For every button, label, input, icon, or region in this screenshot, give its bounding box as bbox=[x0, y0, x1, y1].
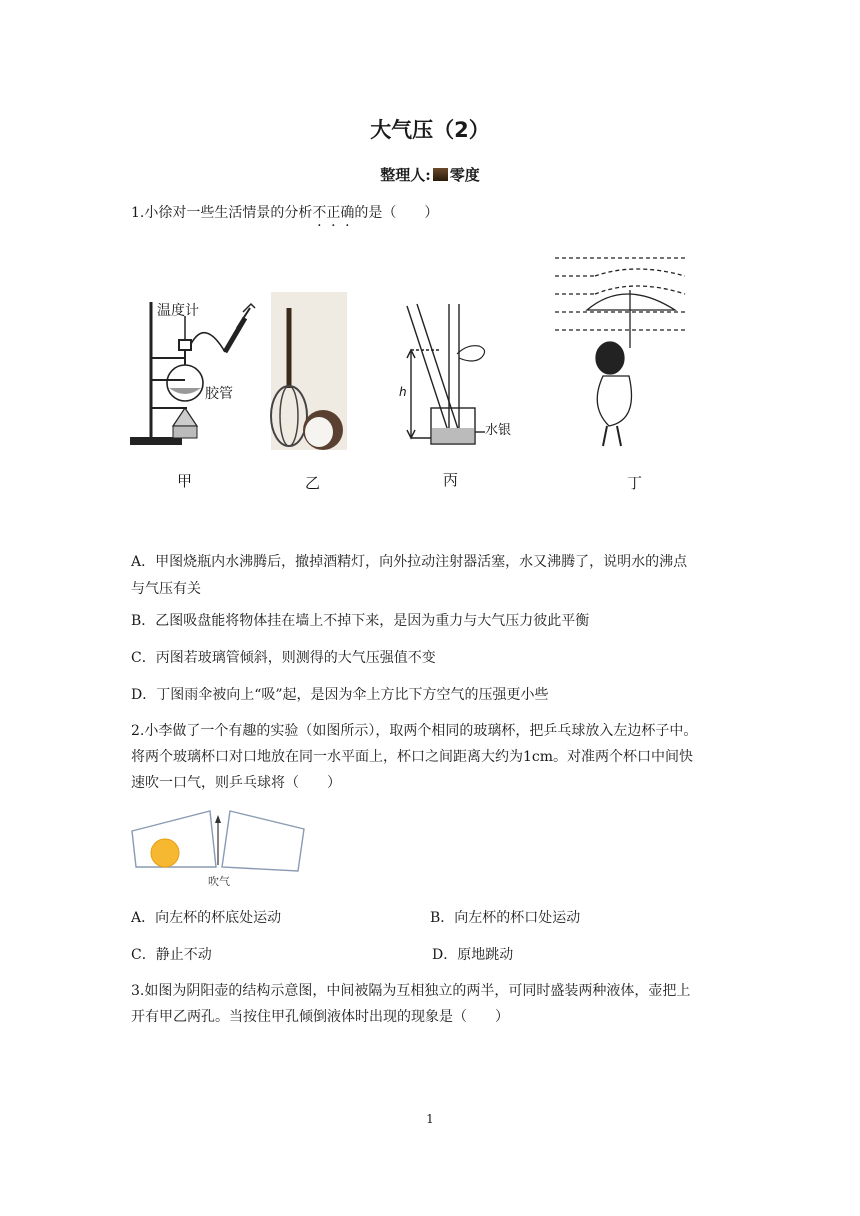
q3-stem-line1: 3.如图为阴阳壶的结构示意图，中间被隔为互相独立的两半，可同时盛装两种液体，壶把上 bbox=[131, 983, 691, 999]
figure-jia bbox=[131, 302, 255, 444]
q2-stem-line1: 2.小李做了一个有趣的实验（如图所示），取两个相同的玻璃杯，把乒乓球放入左边杯子中。 bbox=[131, 723, 698, 739]
q1-emphasis-char: 确 bbox=[340, 205, 355, 221]
figure-ding bbox=[555, 258, 685, 446]
q1-option-d: D．丁图雨伞被向上“吸”起，是因为伞上方比下方空气的压强更小些 bbox=[131, 687, 549, 703]
q1-option-c: C．丙图若玻璃管倾斜，则测得的大气压强值不变 bbox=[131, 650, 436, 666]
jia-label-tube: 胶管 bbox=[205, 386, 233, 402]
right-glass bbox=[222, 811, 304, 871]
q1-option-a-line2: 与气压有关 bbox=[131, 581, 201, 597]
q1-option-b: B．乙图吸盘能将物体挂在墙上不掉下来，是因为重力与大气压力彼此平衡 bbox=[131, 613, 590, 629]
q2-option-c: C．静止不动 bbox=[131, 947, 212, 963]
author-name: 零度 bbox=[449, 166, 480, 184]
author-avatar-icon bbox=[433, 168, 448, 181]
caption-bing: 丙 bbox=[443, 471, 459, 489]
caption-jia: 甲 bbox=[177, 472, 193, 490]
q1-emphasis-char: 不 bbox=[312, 205, 327, 221]
q1-stem-end: 的是（ ） bbox=[354, 205, 439, 221]
figure-yi bbox=[271, 292, 347, 450]
ping-pong-ball bbox=[151, 839, 179, 867]
q1-figure bbox=[125, 248, 715, 498]
figure-bing bbox=[407, 304, 485, 444]
author-prefix: 整理人: bbox=[380, 166, 431, 184]
q2-option-d: D．原地跳动 bbox=[432, 947, 514, 963]
q2-option-b: B．向左杯的杯口处运动 bbox=[430, 910, 581, 926]
caption-yi: 乙 bbox=[305, 474, 321, 492]
q2-figure bbox=[126, 805, 316, 895]
q1-option-a-line1: A．甲图烧瓶内水沸腾后，撤掉酒精灯，向外拉动注射器活塞，水又沸腾了，说明水的沸点 bbox=[131, 554, 688, 570]
q1-stem-start: 1.小徐对一些生活情景的分析 bbox=[131, 205, 313, 221]
page-number: 1 bbox=[426, 1112, 434, 1126]
q2-stem-line3: 速吹一口气，则乒乓球将（ ） bbox=[131, 775, 341, 791]
q1-emphasis-char: 正 bbox=[326, 205, 341, 221]
q2-option-a: A．向左杯的杯底处运动 bbox=[131, 910, 282, 926]
q2-stem-line2: 将两个玻璃杯口对口地放在同一水平面上，杯口之间距离大约为1cm。对准两个杯口中间快 bbox=[131, 749, 694, 765]
q3-stem-line2: 开有甲乙两孔。当按住甲孔倾倒液体时出现的现象是（ ） bbox=[131, 1009, 509, 1025]
bing-label-h: h bbox=[399, 385, 407, 399]
q2-figure-label: 吹气 bbox=[208, 875, 230, 888]
caption-ding: 丁 bbox=[627, 474, 643, 492]
q1-stem bbox=[131, 202, 438, 224]
page-title: 大气压（2） bbox=[370, 118, 490, 142]
author-line bbox=[0, 164, 860, 185]
jia-label-thermometer: 温度计 bbox=[157, 303, 199, 319]
bing-label-mercury: 水银 bbox=[485, 423, 512, 438]
